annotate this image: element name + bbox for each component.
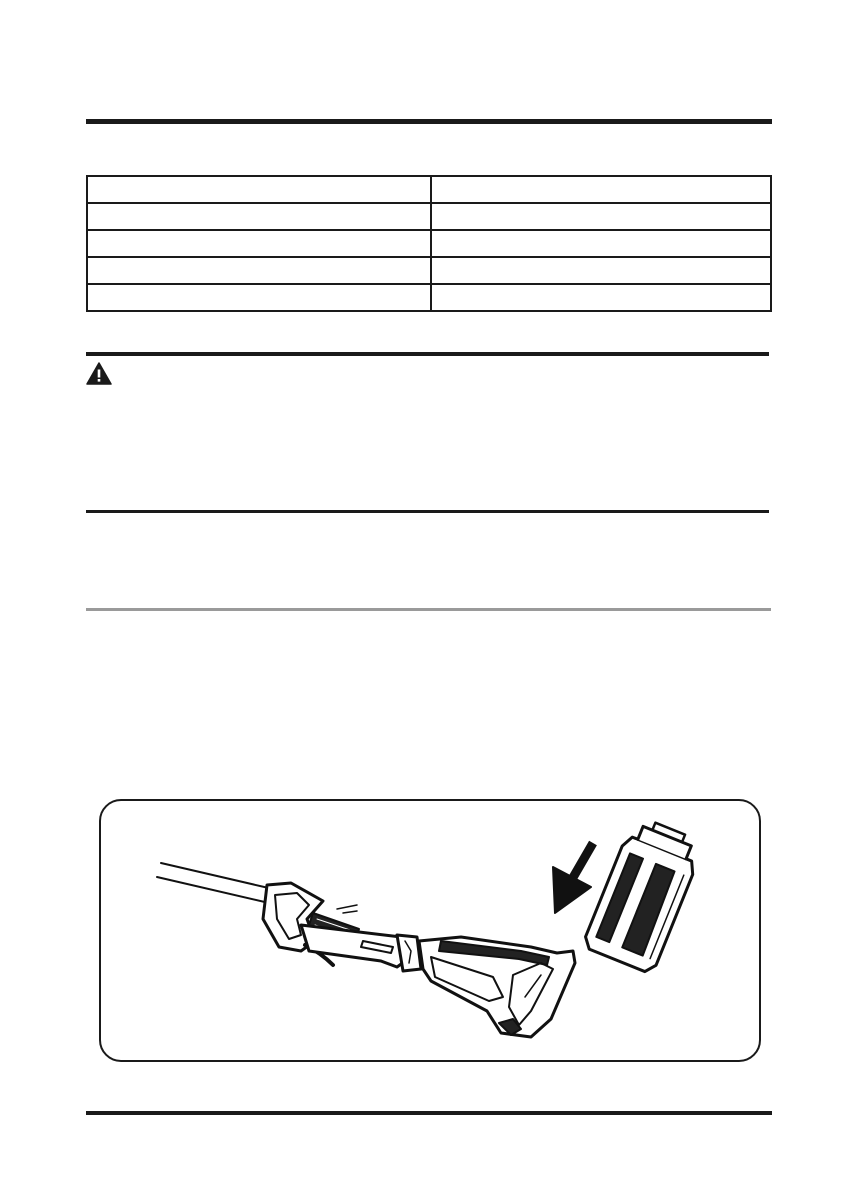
spec-label (87, 257, 431, 284)
spec-value (431, 203, 771, 230)
spec-label (87, 176, 431, 203)
spec-value (431, 176, 771, 203)
section-rule-top (86, 119, 772, 124)
spec-label (87, 284, 431, 311)
table-row (87, 230, 771, 257)
warning-triangle-icon (86, 362, 112, 385)
warning-rule (86, 352, 769, 356)
subsection-rule (86, 608, 771, 611)
section-rule-middle (86, 510, 769, 513)
spec-label (87, 230, 431, 257)
table-row (87, 257, 771, 284)
battery-insertion-illustration (101, 801, 763, 1064)
spec-value (431, 257, 771, 284)
spec-label (87, 203, 431, 230)
section-rule-bottom (86, 1111, 772, 1115)
spec-value (431, 230, 771, 257)
battery-installation-figure (99, 799, 761, 1062)
specifications-table (86, 175, 772, 312)
table-row (87, 284, 771, 311)
insert-arrow-icon (553, 843, 593, 913)
spec-value (431, 284, 771, 311)
table-row (87, 203, 771, 230)
table-row (87, 176, 771, 203)
